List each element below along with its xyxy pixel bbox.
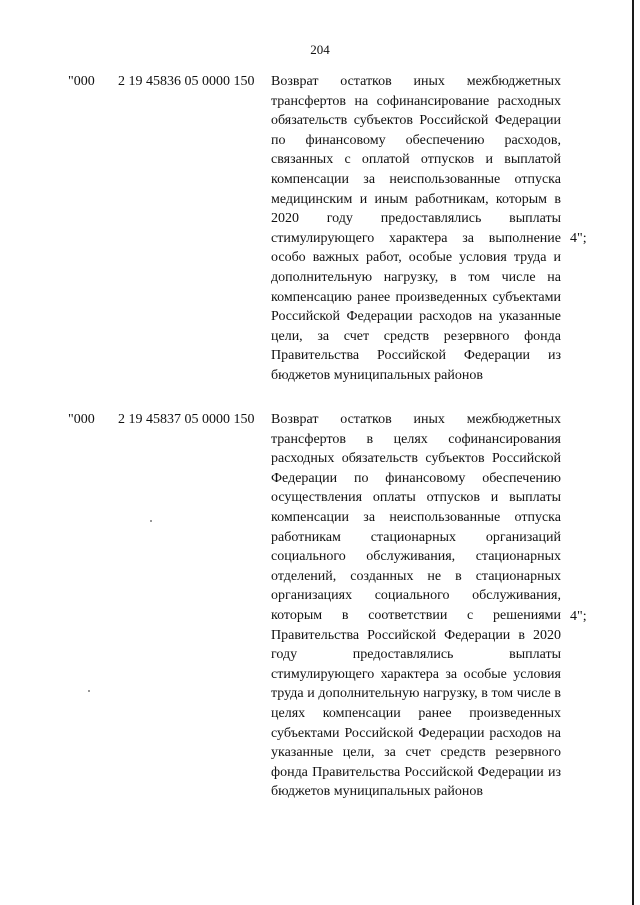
page-number: 204 (310, 42, 330, 57)
entry-budget-code: 2 19 45836 05 0000 150 (118, 74, 255, 89)
scan-speck (88, 690, 90, 692)
entry-budget-code: 2 19 45837 05 0000 150 (118, 412, 255, 427)
scan-speck (150, 520, 152, 522)
entry-description: Возврат остатков иных межбюджетных трансфертов в целях софинансирования расходных обязательств субъектов Российской Федерации по финансовому обеспечению осуществления оплаты отпусков и выплаты компенсации за неиспользованные отпуска работникам стационарных организаций социального обслуживания, стационарных отделений, созданных не в стационарных организациях социального обслуживания, которым в соответствии с решениями Правительства Российской Федерации в 2020 году предоставлялись выплаты стимулирующего характера за особые условия труда и дополнительную нагрузку, в том числе в целях компенсации ранее произведенных субъектами Российской Федерации расходов на указанные цели, за счет средств резервного фонда Правительства Российской Федерации из бюджетов муниципальных районов (271, 412, 561, 800)
entry-value: 4"; (570, 231, 587, 246)
entry-value: 4"; (570, 609, 587, 624)
scan-edge-line (632, 0, 634, 905)
entry-admin-code: "000 (68, 74, 95, 89)
entry-admin-code: "000 (68, 412, 95, 427)
entry-description: Возврат остатков иных межбюджетных трансфертов на софинансирование расходных обязательств субъектов Российской Федерации по финансовому обеспечению расходов, связанных с оплатой отпусков и выплатой компенсации за неиспользованные отпуска медицинским и иным работникам, которым в 2020 году предоставлялись выплаты стимулирующего характера за выполнение особо важных работ, особые условия труда и дополнительную нагрузку, в том числе на компенсацию ранее произведенных субъектами Российской Федерации расходов на указанные цели, за счет средств резервного фонда Правительства Российской Федерации из бюджетов муниципальных районов (271, 74, 561, 383)
